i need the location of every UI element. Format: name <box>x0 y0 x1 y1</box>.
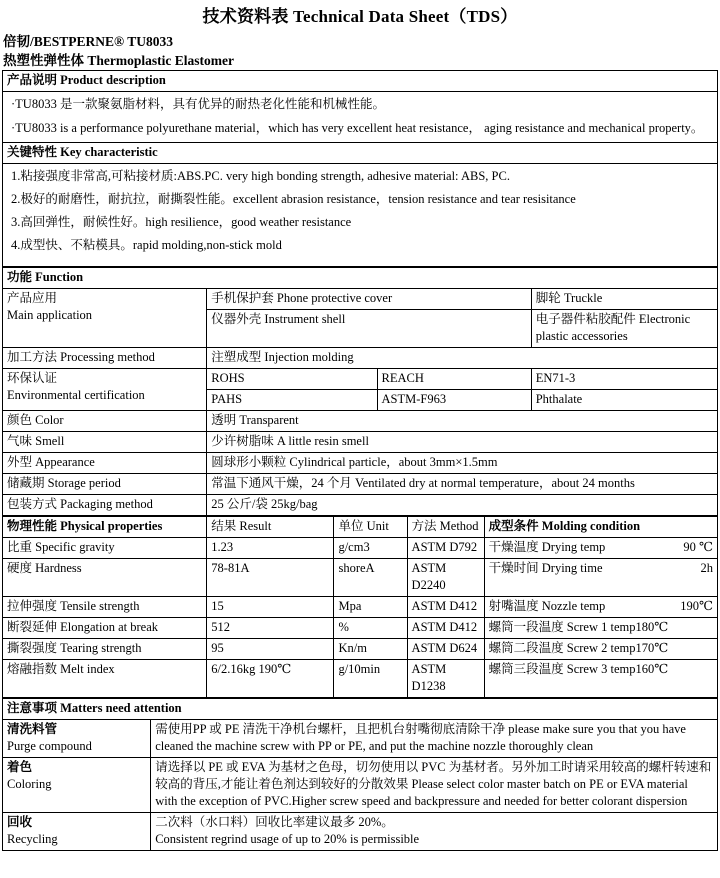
property-unit: g/cm3 <box>334 538 407 559</box>
recycling-label-cell <box>3 813 151 851</box>
property-name: 拉伸强度 Tensile strength <box>3 597 207 618</box>
recycling-row <box>3 813 718 851</box>
packaging-method-value: 25 公斤/袋 25kg/bag <box>207 495 718 516</box>
molding-condition-cell <box>484 618 717 639</box>
molding-condition-cell <box>484 538 717 559</box>
recycling-text-cell <box>151 813 718 851</box>
appearance-label: 外型 Appearance <box>3 453 207 474</box>
table-row <box>3 538 718 559</box>
physical-properties-header-row <box>3 517 718 538</box>
property-unit: g/10min <box>334 660 407 698</box>
key-characteristic-heading-row <box>3 143 718 164</box>
environmental-cert-pahs: PAHS <box>207 390 377 411</box>
product-name-line: 倍韧/BESTPERNE® TU8033 <box>3 34 173 49</box>
key-characteristic-item-3: 3.高回弹性，耐候性好。high resilience，good weather resistance <box>11 215 352 229</box>
packaging-method-row <box>3 495 718 516</box>
purge-compound-text: 需使用PP 或 PE 清洗干净机台螺杆，且把机台射嘴彻底清除干净 please make sure you that you have cleaned the machine screw with PP or PE, and put the machine nozzle thoroughly clean <box>151 720 718 758</box>
main-application-cell-4: 电子器件粘胶配件 Electronic plastic accessories <box>531 310 717 348</box>
environmental-cert-phthalate: Phthalate <box>531 390 717 411</box>
key-characteristic-body-row <box>3 164 718 267</box>
table-row <box>3 618 718 639</box>
property-unit: Mpa <box>334 597 407 618</box>
header-result: 结果 Result <box>207 517 334 538</box>
property-unit: Kn/m <box>334 639 407 660</box>
purge-compound-label-cn: 清洗料管 <box>7 722 58 736</box>
coloring-label-cell <box>3 758 151 813</box>
environmental-cert-en71: EN71-3 <box>531 369 717 390</box>
property-result: 15 <box>207 597 334 618</box>
molding-condition-label: 干燥温度 Drying temp <box>488 540 606 554</box>
molding-condition-cell <box>484 639 717 660</box>
property-unit: % <box>334 618 407 639</box>
molding-condition-label: 螺筒一段温度 Screw 1 temp <box>488 620 636 634</box>
property-name: 硬度 Hardness <box>3 559 207 597</box>
property-result: 512 <box>207 618 334 639</box>
molding-condition-label: 射嘴温度 Nozzle temp <box>488 599 606 613</box>
key-characteristic-item-1: 1.粘接强度非常高,可粘接材质:ABS.PC. very high bonding strength, adhesive material: ABS, PC. <box>11 169 510 183</box>
property-method: ASTM D1238 <box>407 660 484 698</box>
property-method: ASTM D2240 <box>407 559 484 597</box>
header-unit: 单位 Unit <box>334 517 407 538</box>
main-application-cell-1: 手机保护套 Phone protective cover <box>207 289 531 310</box>
product-description-body-row <box>3 92 718 143</box>
appearance-row <box>3 453 718 474</box>
recycling-text-en: Consistent regrind usage of up to 20% is permissible <box>155 832 420 846</box>
physical-properties-table <box>2 516 718 698</box>
table-row <box>3 660 718 698</box>
product-description-heading: 产品说明 Product description <box>3 71 718 92</box>
key-characteristic-spacer <box>7 257 713 264</box>
environmental-certification-row-1 <box>3 369 718 390</box>
molding-condition-cell <box>484 597 717 618</box>
main-application-cell-2: 脚轮 Truckle <box>531 289 717 310</box>
product-type-line: 热塑性弹性体 Thermoplastic Elastomer <box>3 53 234 68</box>
processing-method-row <box>3 348 718 369</box>
molding-condition-value: 170℃ <box>635 641 669 655</box>
attention-heading: 注意事项 Matters need attention <box>3 699 718 720</box>
molding-condition-value: 160℃ <box>635 662 669 676</box>
coloring-label-cn: 着色 <box>7 760 33 774</box>
property-method: ASTM D624 <box>407 639 484 660</box>
coloring-row <box>3 758 718 813</box>
molding-condition-value: 180℃ <box>635 620 669 634</box>
function-heading-row <box>3 268 718 289</box>
product-description-heading-row <box>3 71 718 92</box>
table-row <box>3 597 718 618</box>
environmental-certification-label-cn: 环保认证 <box>7 371 58 385</box>
property-unit: shoreA <box>334 559 407 597</box>
molding-condition-value: 90 ℃ <box>683 540 713 554</box>
color-row <box>3 411 718 432</box>
property-result: 1.23 <box>207 538 334 559</box>
environmental-cert-rohs: ROHS <box>207 369 377 390</box>
main-application-label-en: Main application <box>7 308 93 322</box>
purge-compound-label-en: Purge compound <box>7 739 92 753</box>
appearance-value: 圆球形小颗粒 Cylindrical particle，about 3mm×1.5mm <box>207 453 718 474</box>
recycling-text-cn: 二次料（水口料）回收比率建议最多 20%。 <box>155 815 394 829</box>
processing-method-value: 注塑成型 Injection molding <box>207 348 718 369</box>
property-name: 断裂延伸 Elongation at break <box>3 618 207 639</box>
purge-compound-row <box>3 720 718 758</box>
storage-period-row <box>3 474 718 495</box>
table-row <box>3 639 718 660</box>
recycling-label-en: Recycling <box>7 832 58 846</box>
coloring-text: 请选择以 PE 或 EVA 为基材之色母，切勿使用以 PVC 为基材者。另外加工时请采用较高的螺杆转速和较高的背压,才能让着色剂达到较好的分散效果 Please select color master batch on PE or EVA material with the exception of PVC.Higher screw speed and backpressure and needed for better colorant dispersion <box>151 758 718 813</box>
function-table <box>2 267 718 516</box>
molding-condition-label: 螺筒三段温度 Screw 3 temp <box>488 662 636 676</box>
header-molding-condition: 成型条件 Molding condition <box>484 517 717 538</box>
property-name: 撕裂强度 Tearing strength <box>3 639 207 660</box>
attention-table <box>2 698 718 851</box>
product-description-line-2: ·TU8033 is a performance polyurethane material，which has very excellent heat resistance， aging resistance and mechanical property。 <box>11 120 704 135</box>
attention-heading-row <box>3 699 718 720</box>
property-name: 熔融指数 Melt index <box>3 660 207 698</box>
main-application-label-cn: 产品应用 <box>7 291 58 305</box>
property-result: 78-81A <box>207 559 334 597</box>
molding-condition-value: 2h <box>700 561 713 575</box>
recycling-label-cn: 回收 <box>7 815 33 829</box>
property-method: ASTM D412 <box>407 597 484 618</box>
key-characteristic-item-4: 4.成型快、不粘模具。rapid molding,non-stick mold <box>11 238 282 252</box>
environmental-certification-label-en: Environmental certification <box>7 388 145 402</box>
main-application-row-1 <box>3 289 718 310</box>
table-row <box>3 559 718 597</box>
molding-condition-label: 干燥时间 Drying time <box>488 561 603 575</box>
property-name: 比重 Specific gravity <box>3 538 207 559</box>
product-description-line-1: ·TU8033 是一款聚氨脂材料，具有优异的耐热老化性能和机械性能。 <box>11 97 385 111</box>
property-result: 95 <box>207 639 334 660</box>
packaging-method-label: 包装方式 Packaging method <box>3 495 207 516</box>
main-application-label-cell <box>3 289 207 348</box>
storage-period-value: 常温下通风干燥，24 个月 Ventilated dry at normal temperature，about 24 months <box>207 474 718 495</box>
smell-value: 少许树脂味 A little resin smell <box>207 432 718 453</box>
property-result: 6/2.16kg 190℃ <box>207 660 334 698</box>
key-characteristic-heading: 关键特性 Key characteristic <box>3 143 718 164</box>
key-characteristic-item-2: 2.极好的耐磨性，耐抗拉，耐撕裂性能。excellent abrasion resistance，tension resistance and tear resisitance <box>11 192 576 206</box>
molding-condition-value: 190℃ <box>680 599 713 613</box>
header-physical-properties: 物理性能 Physical properties <box>3 517 207 538</box>
molding-condition-cell <box>484 660 717 698</box>
property-method: ASTM D792 <box>407 538 484 559</box>
header-method: 方法 Method <box>407 517 484 538</box>
environmental-certification-label-cell <box>3 369 207 411</box>
storage-period-label: 储藏期 Storage period <box>3 474 207 495</box>
smell-label: 气味 Smell <box>3 432 207 453</box>
environmental-cert-astm-f963: ASTM-F963 <box>377 390 531 411</box>
page-title: 技术资料表 Technical Data Sheet（TDS） <box>202 7 518 26</box>
function-heading: 功能 Function <box>3 268 718 289</box>
color-value: 透明 Transparent <box>207 411 718 432</box>
main-application-cell-3: 仪器外壳 Instrument shell <box>207 310 531 348</box>
product-description-table <box>2 70 718 267</box>
color-label: 颜色 Color <box>3 411 207 432</box>
environmental-cert-reach: REACH <box>377 369 531 390</box>
smell-row <box>3 432 718 453</box>
property-method: ASTM D412 <box>407 618 484 639</box>
coloring-label-en: Coloring <box>7 777 52 791</box>
purge-compound-label-cell <box>3 720 151 758</box>
molding-condition-cell <box>484 559 717 597</box>
processing-method-label: 加工方法 Processing method <box>3 348 207 369</box>
molding-condition-label: 螺筒二段温度 Screw 2 temp <box>488 641 636 655</box>
